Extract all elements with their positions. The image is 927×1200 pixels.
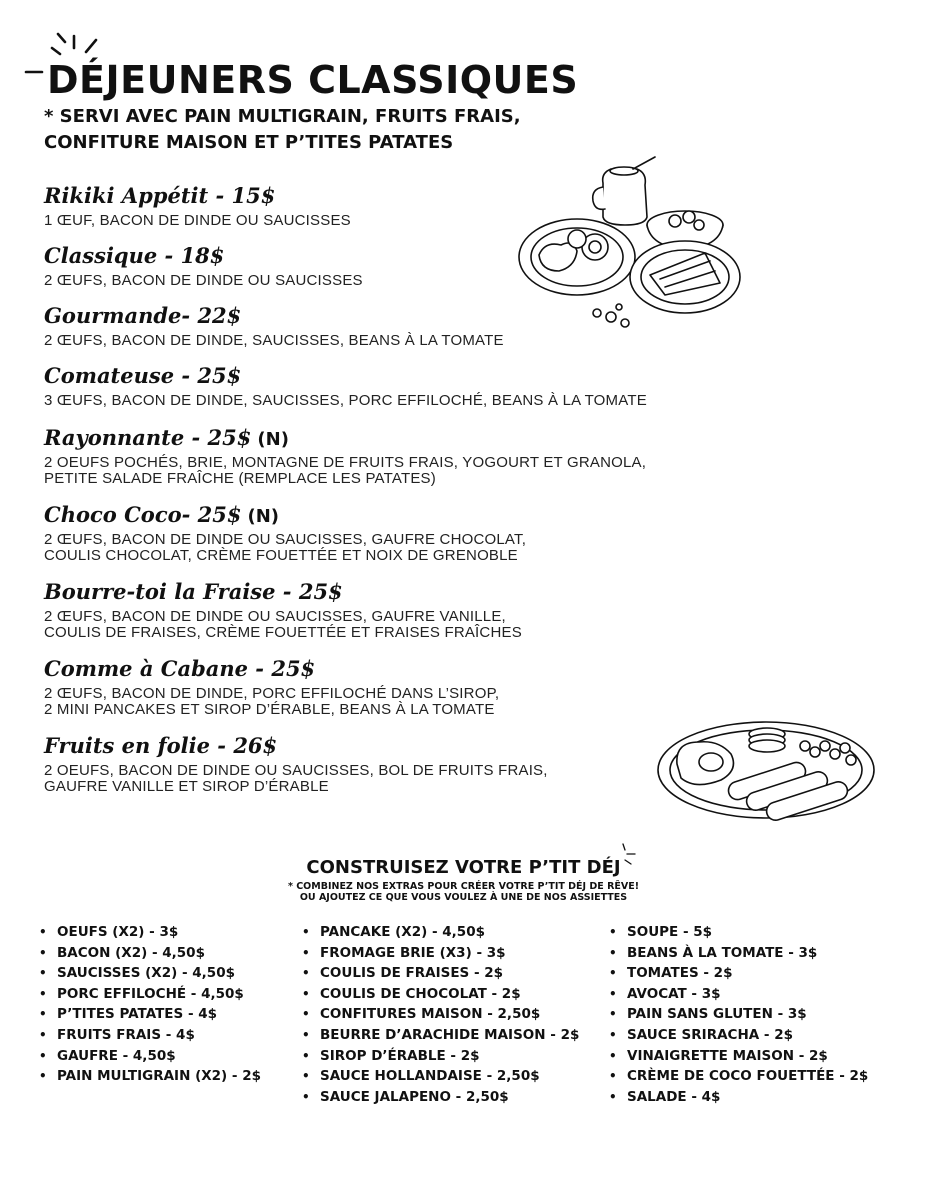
item-description: [44, 609, 744, 641]
extra-item: • COULIS DE CHOCOLAT - 2$: [302, 984, 579, 1005]
extra-item: • SOUPE - 5$: [609, 922, 868, 943]
menu-item-comme-a-cabane: [44, 655, 744, 718]
extra-item: • PANCAKE (X2) - 4,50$: [302, 922, 579, 943]
extra-item: • OEUFS (X2) - 3$: [39, 922, 261, 943]
extra-item: • CONFITURES MAISON - 2,50$: [302, 1004, 579, 1025]
extra-item: • AVOCAT - 3$: [609, 984, 868, 1005]
extra-item: • TOMATES - 2$: [609, 963, 868, 984]
extra-item: • PAIN MULTIGRAIN (X2) - 2$: [39, 1066, 261, 1087]
item-desc-line: 1 ŒUF, BACON DE DINDE OU SAUCISSES: [44, 212, 351, 229]
extras-list-col2: [302, 922, 579, 1107]
extra-item: • SALADE - 4$: [609, 1087, 868, 1108]
extra-item: • BEURRE D’ARACHIDE MAISON - 2$: [302, 1025, 579, 1046]
extras-list-col1: [39, 922, 261, 1087]
menu-item-bourre-toi: [44, 578, 744, 641]
item-name: Comateuse - 25$: [44, 363, 242, 388]
extra-item: • SIROP D’ÉRABLE - 2$: [302, 1046, 579, 1067]
item-desc-line: 2 ŒUFS, BACON DE DINDE, PORC EFFILOCHÉ DANS L’SIROP,: [44, 685, 500, 702]
extra-item: • VINAIGRETTE MAISON - 2$: [609, 1046, 868, 1067]
extra-item: • FRUITS FRAIS - 4$: [39, 1025, 261, 1046]
item-name: Rikiki Appétit - 15$: [44, 183, 276, 208]
item-desc-line: 2 ŒUFS, BACON DE DINDE, SAUCISSES, BEANS À LA TOMATE: [44, 332, 504, 349]
extra-item: • GAUFRE - 4,50$: [39, 1046, 261, 1067]
item-description: [44, 686, 744, 718]
page-title: DÉJEUNERS CLASSIQUES: [47, 58, 579, 102]
item-name: Comme à Cabane - 25$: [44, 656, 316, 681]
eggs-sausages-plate-illustration: [655, 710, 877, 822]
breakfast-plates-illustration: [515, 155, 745, 330]
item-desc-line: 3 ŒUFS, BACON DE DINDE, SAUCISSES, PORC EFFILOCHÉ, BEANS À LA TOMATE: [44, 392, 647, 409]
item-desc-line: 2 ŒUFS, BACON DE DINDE OU SAUCISSES: [44, 272, 363, 289]
extra-item: • PAIN SANS GLUTEN - 3$: [609, 1004, 868, 1025]
item-desc-line: GAUFRE VANILLE ET SIROP D’ÉRABLE: [44, 778, 329, 795]
build-section-note: [0, 881, 927, 903]
menu-item-choco-coco: [44, 501, 744, 564]
extra-item: • SAUCE JALAPENO - 2,50$: [302, 1087, 579, 1108]
extra-item: • SAUCE HOLLANDAISE - 2,50$: [302, 1066, 579, 1087]
item-name: Classique - 18$: [44, 243, 225, 268]
item-description: [44, 532, 744, 564]
item-description: [44, 455, 744, 487]
nut-tag: (N): [247, 506, 280, 527]
subtitle-line: CONFITURE MAISON ET P’TITES PATATES: [44, 132, 454, 153]
extra-item: • PORC EFFILOCHÉ - 4,50$: [39, 984, 261, 1005]
extras-list-col3: [609, 922, 868, 1107]
item-name: Fruits en folie - 26$: [44, 733, 278, 758]
page-subtitle: [44, 104, 564, 156]
item-desc-line: 2 MINI PANCAKES ET SIROP D’ÉRABLE, BEANS À LA TOMATE: [44, 701, 495, 718]
item-desc-line: 2 ŒUFS, BACON DE DINDE OU SAUCISSES, GAUFRE CHOCOLAT,: [44, 531, 527, 548]
note-line: * COMBINEZ NOS EXTRAS POUR CRÉER VOTRE P’TIT DÉJ DE RÊVE!: [287, 881, 640, 892]
menu-item-fruits-en-folie: [44, 732, 744, 795]
item-description: [44, 763, 744, 795]
extra-item: • CRÈME DE COCO FOUETTÉE - 2$: [609, 1066, 868, 1087]
item-name: Choco Coco- 25$: [44, 502, 242, 527]
extra-item: • BACON (X2) - 4,50$: [39, 943, 261, 964]
extra-item: • BEANS À LA TOMATE - 3$: [609, 943, 868, 964]
item-description: [44, 333, 744, 349]
subtitle-line: * SERVI AVEC PAIN MULTIGRAIN, FRUITS FRAIS,: [44, 106, 521, 127]
item-desc-line: PETITE SALADE FRAÎCHE (REMPLACE LES PATATES): [44, 470, 436, 487]
item-desc-line: 2 OEUFS POCHÉS, BRIE, MONTAGNE DE FRUITS FRAIS, YOGOURT ET GRANOLA,: [44, 454, 647, 471]
item-name: Gourmande- 22$: [44, 303, 242, 328]
item-description: [44, 393, 744, 409]
item-name: Bourre-toi la Fraise - 25$: [44, 579, 343, 604]
sparkle-icon: [617, 842, 641, 866]
menu-item-comateuse: [44, 362, 744, 409]
item-desc-line: COULIS CHOCOLAT, CRÈME FOUETTÉE ET NOIX DE GRENOBLE: [44, 547, 518, 564]
extra-item: • SAUCE SRIRACHA - 2$: [609, 1025, 868, 1046]
item-desc-line: COULIS DE FRAISES, CRÈME FOUETTÉE ET FRAISES FRAÎCHES: [44, 624, 522, 641]
menu-item-rayonnante: [44, 424, 744, 487]
build-section-title: CONSTRUISEZ VOTRE P’TIT DÉJ: [306, 857, 621, 878]
extra-item: • COULIS DE FRAISES - 2$: [302, 963, 579, 984]
item-name: Rayonnante - 25$: [44, 425, 252, 450]
extra-item: • SAUCISSES (X2) - 4,50$: [39, 963, 261, 984]
nut-tag: (N): [257, 429, 289, 450]
item-desc-line: 2 OEUFS, BACON DE DINDE OU SAUCISSES, BOL DE FRUITS FRAIS,: [44, 762, 548, 779]
extra-item: • P’TITES PATATES - 4$: [39, 1004, 261, 1025]
note-line: OU AJOUTEZ CE QUE VOUS VOULEZ À UNE DE NOS ASSIETTES: [299, 892, 628, 903]
item-desc-line: 2 ŒUFS, BACON DE DINDE OU SAUCISSES, GAUFRE VANILLE,: [44, 608, 506, 625]
extra-item: • FROMAGE BRIE (X3) - 3$: [302, 943, 579, 964]
